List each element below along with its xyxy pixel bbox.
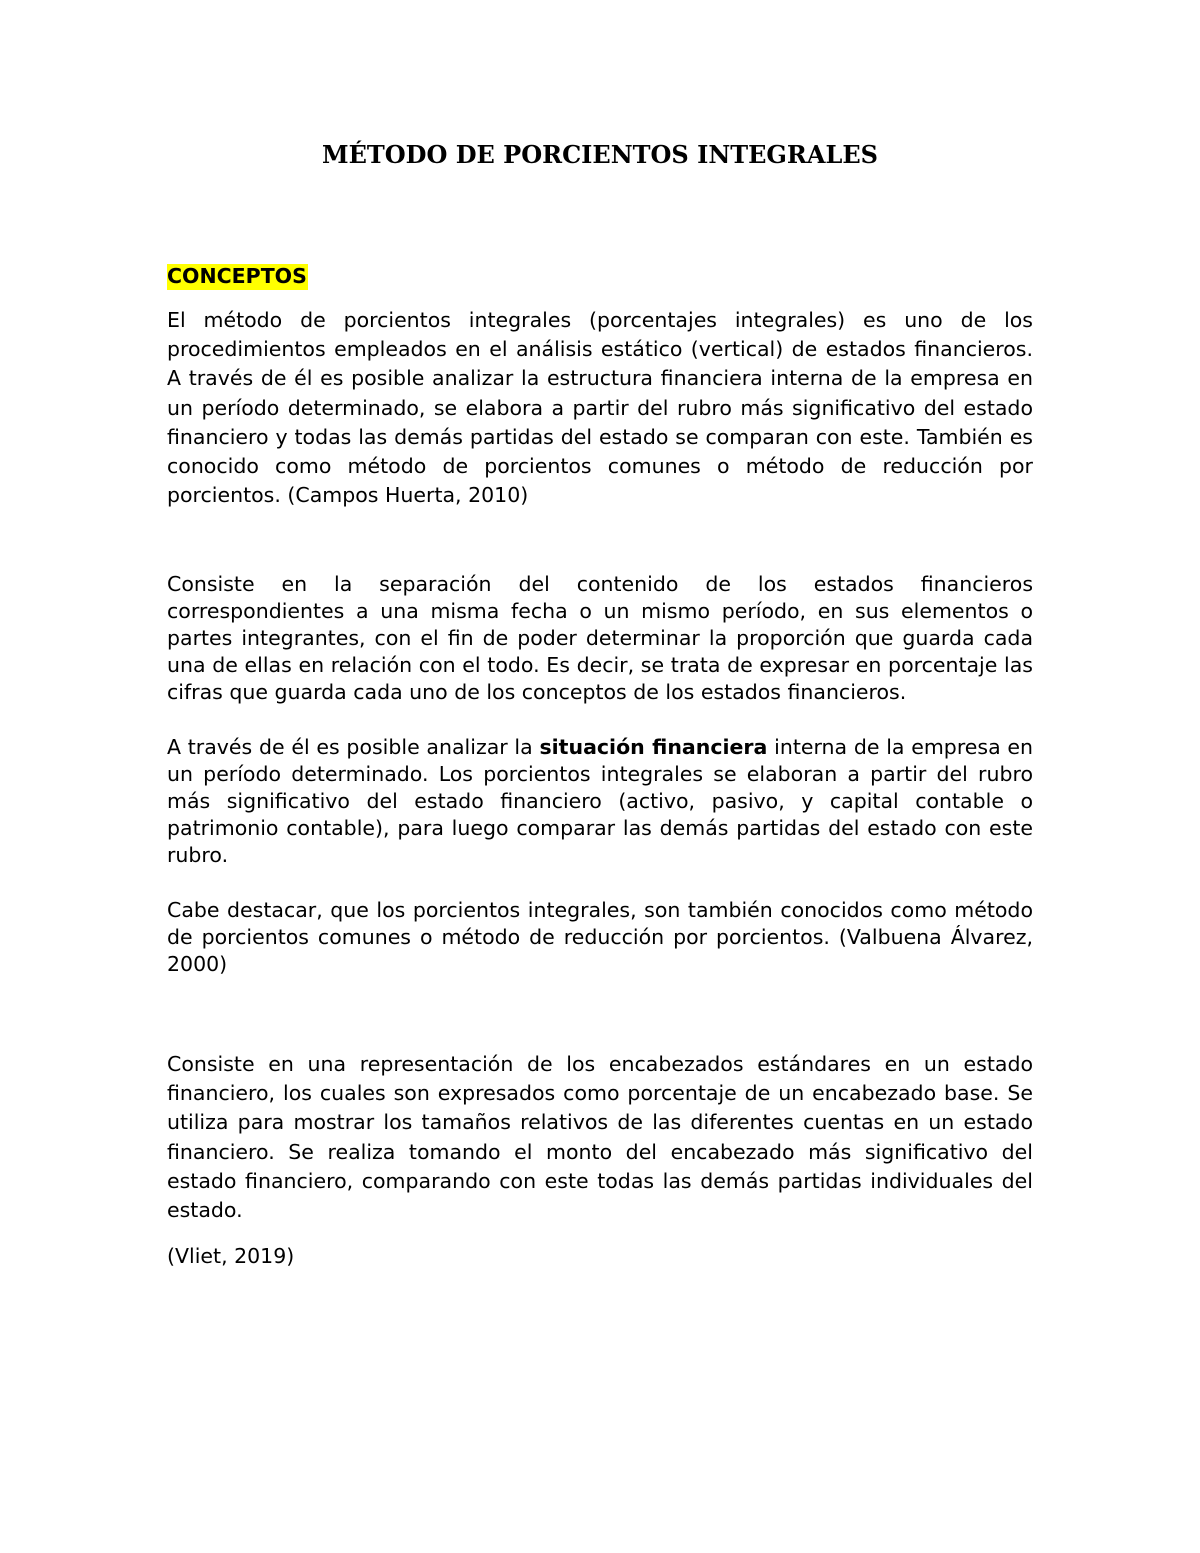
highlighted-heading-text: CONCEPTOS [167, 264, 307, 288]
section-heading [167, 262, 308, 290]
paragraph-5: Consiste en una representación de los encabezados estándares en un estado financiero, los cuales son expresados como porcentaje de un encabezado base. Se utiliza para mostrar los tamaños relativos de las diferentes cuentas en un estado financiero. Se realiza tomando el monto del encabezado más significativo del estado financiero, comparando con este todas las demás partidas individuales del estado. [167, 1052, 1033, 1223]
paragraph-4: Cabe destacar, que los porcientos integrales, son también conocidos como método de porcientos comunes o método de reducción por porcientos. (Valbuena Álvarez, 2000) [167, 898, 1033, 976]
paragraph-3-bold-term: situación financiera [539, 735, 768, 759]
paragraph-3 [167, 734, 1033, 869]
paragraph-1: El método de porcientos integrales (porcentajes integrales) es uno de los procedimientos empleados en el análisis estático (vertical) de estados financieros. A través de él es posible analizar la estructura financiera interna de la empresa en un período determinado, se elabora a partir del rubro más significativo del estado financiero y todas las demás partidas del estado se comparan con este. También es conocido como método de porcientos comunes o método de reducción por porcientos. (Campos Huerta, 2010) [167, 308, 1033, 508]
paragraph-3-text-before: A través de él es posible analizar la [167, 735, 540, 759]
final-citation: (Vliet, 2019) [167, 1244, 295, 1268]
paragraph-3-text-after: interna de la empresa en un período determinado. Los porcientos integrales se elaboran a partir del rubro más significativo del estado financiero (activo, pasivo, y capital contable o patrimonio contable), para luego comparar las demás partidas del estado con este rubro. [167, 735, 1033, 867]
paragraph-2: Consiste en la separación del contenido de los estados financieros correspondientes a una misma fecha o un mismo período, en sus elementos o partes integrantes, con el fin de poder determinar la proporción que guarda cada una de ellas en relación con el todo. Es decir, se trata de expresar en porcentaje las cifras que guarda cada uno de los conceptos de los estados financieros. [167, 572, 1033, 704]
document-title: MÉTODO DE PORCIENTOS INTEGRALES [322, 140, 878, 169]
